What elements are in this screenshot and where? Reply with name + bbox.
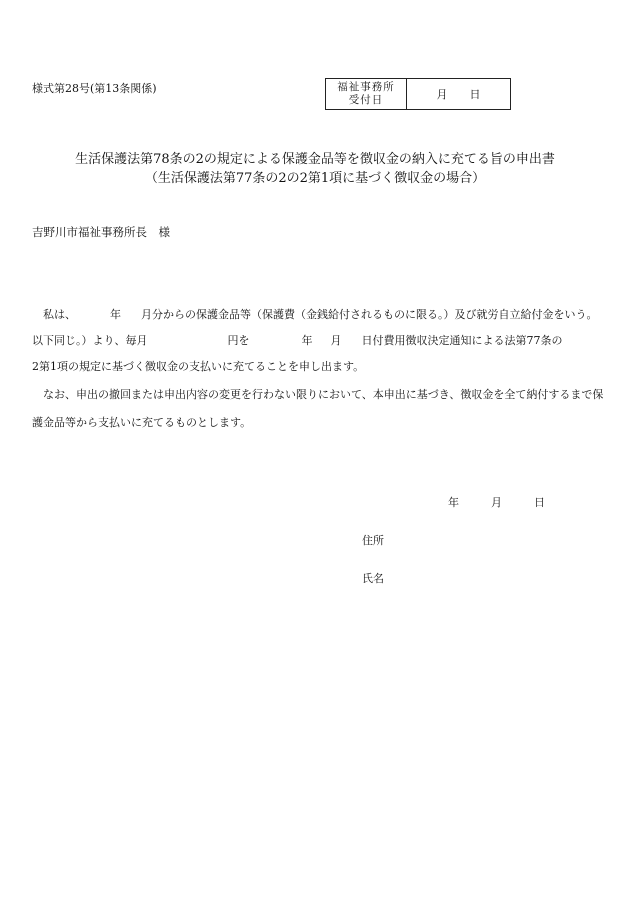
body-l1-year: 年 [110, 308, 121, 321]
body-line-5: 護金品等から支払いに充てるものとします。 [32, 416, 252, 429]
document-title: 生活保護法第78条の2の規定による保護金品等を徴収金の納入に充てる旨の申出書 [75, 152, 555, 167]
addressee: 吉野川市福祉事務所長 様 [32, 225, 170, 239]
name-label: 氏名 [362, 572, 384, 585]
signature-day: 日 [534, 496, 545, 509]
body-l2-year: 年 [301, 334, 313, 347]
reception-day-label: 日 [469, 88, 481, 101]
body-l2-intro: 以下同じ。）より、毎月 [32, 334, 148, 347]
body-l1-text: 月分からの保護金品等（保護費（金銭給付されるものに限る。）及び就労自立給付金をいう。 [141, 308, 598, 321]
body-l2-month: 月 [330, 334, 342, 347]
form-number: 様式第28号(第13条関係) [32, 82, 157, 95]
reception-month-label: 月 [436, 88, 448, 101]
body-line-1 [32, 306, 598, 322]
body-line-3: 2第1項の規定に基づく徴収金の支払いに充てることを申し出ます。 [32, 360, 365, 373]
document-subtitle: （生活保護法第77条の2の2第1項に基づく徴収金の場合） [144, 171, 486, 186]
body-line-2 [32, 332, 563, 348]
body-line-4 [32, 386, 603, 402]
body-l4-text: なお、申出の撤回または申出内容の変更を行わない限りにおいて、本申出に基づき、徴収金を全て納付するまで保 [43, 388, 604, 401]
signature-date [448, 494, 545, 510]
body-l2-text: 日付費用徴収決定通知による法第77条の [361, 334, 563, 347]
received-label: 受付日 [348, 94, 384, 106]
signature-month: 月 [491, 496, 502, 509]
signature-year: 年 [448, 496, 459, 509]
reception-date-cell [407, 79, 510, 109]
address-label: 住所 [362, 534, 384, 547]
body-l2-yen: 円を [227, 334, 250, 347]
reception-label-cell [326, 79, 407, 109]
body-l1-intro: 私は、 [43, 308, 76, 321]
reception-stamp-box [325, 78, 511, 110]
office-label: 福祉事務所 [337, 81, 395, 93]
